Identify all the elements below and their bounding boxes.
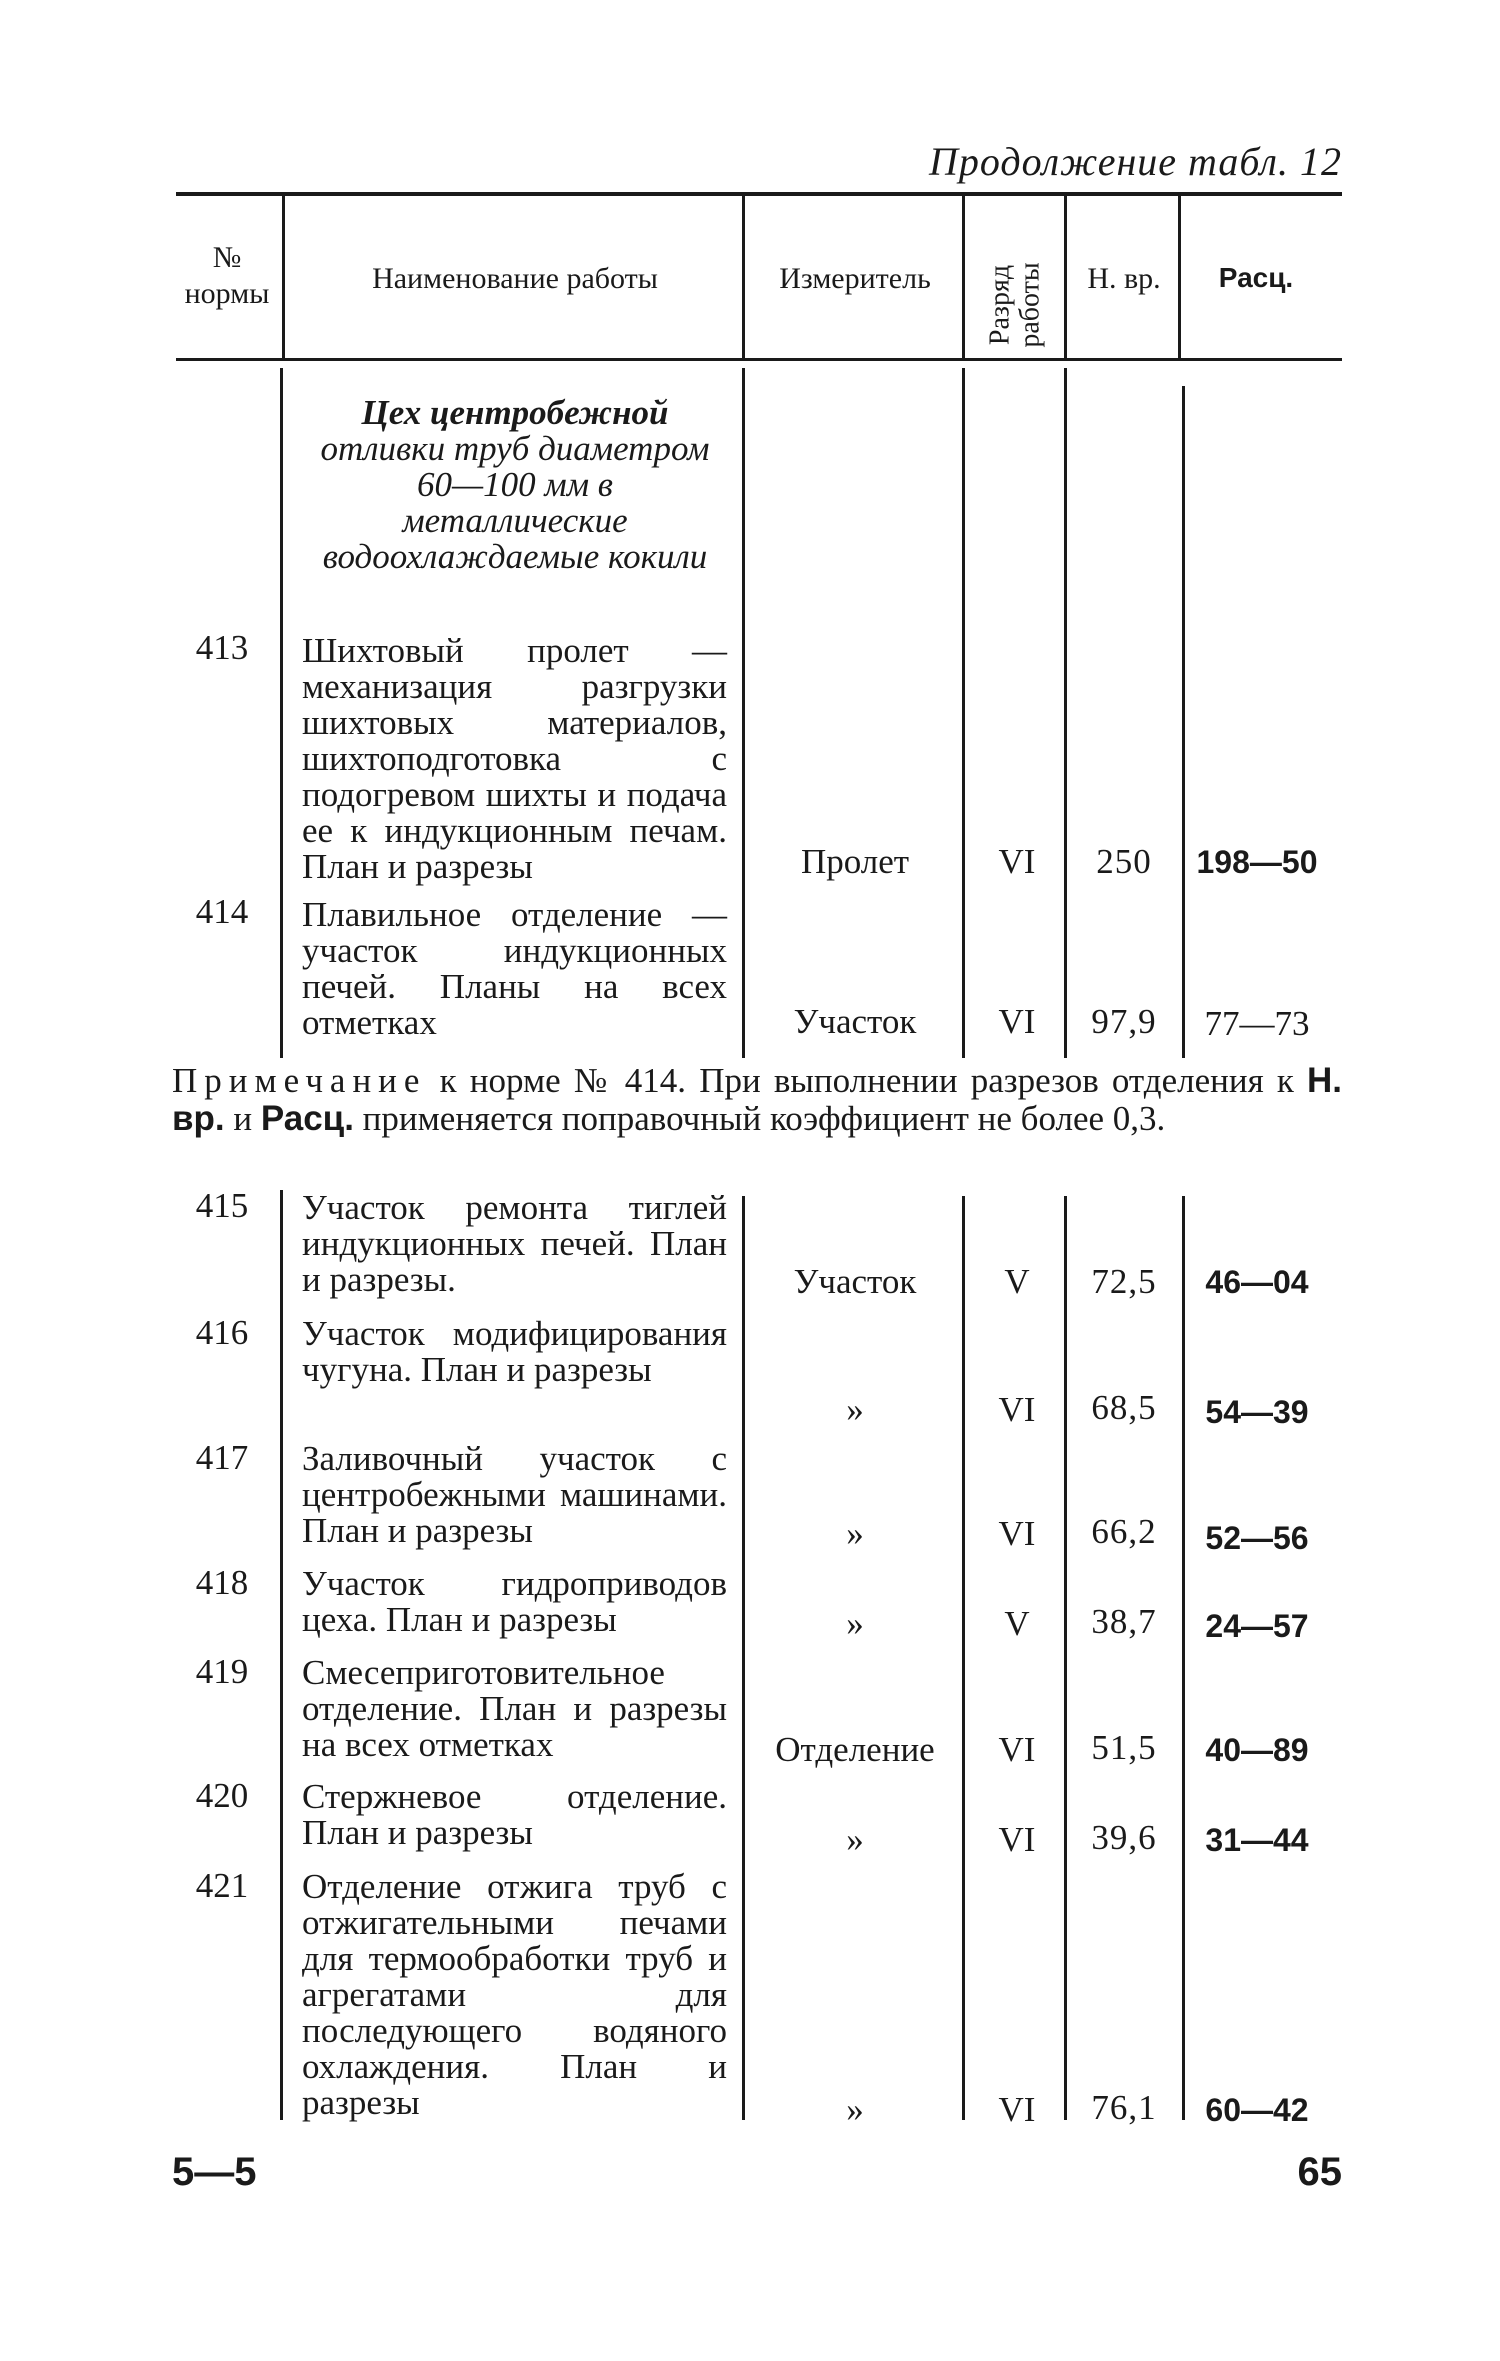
row-rate: 24—57 bbox=[1205, 1608, 1309, 1644]
header-bottom-rule bbox=[176, 358, 1342, 361]
row-number: 417 bbox=[195, 1438, 249, 1477]
row-number: 421 bbox=[195, 1866, 249, 1905]
row-number: 416 bbox=[195, 1313, 249, 1352]
header-measure: Измеритель bbox=[779, 262, 931, 295]
row-norm-time: 66,2 bbox=[1091, 1512, 1157, 1551]
row-rate: 60—42 bbox=[1205, 2092, 1309, 2128]
body-separator bbox=[1064, 1196, 1067, 2120]
row-work-name: Плавильное отделение — участок индукционных печей. Планы на всех отметках bbox=[302, 895, 727, 1042]
row-number: 413 bbox=[195, 628, 249, 667]
row-work-name: Смесеприготовительное отделение. План и разрезы на всех отметках bbox=[302, 1653, 727, 1764]
header-separator bbox=[282, 196, 285, 358]
row-grade: VI bbox=[998, 1820, 1036, 1859]
header-norm-number: № нормы bbox=[184, 241, 270, 310]
row-grade: VI bbox=[998, 2090, 1036, 2129]
row-measure: » bbox=[846, 1820, 864, 1859]
row-work-name: Заливочный участок с центробежными машинами. План и разрезы bbox=[302, 1439, 727, 1550]
row-measure: » bbox=[846, 2090, 864, 2129]
signature-mark: 5—5 bbox=[172, 2150, 257, 2194]
body-separator bbox=[962, 368, 965, 1058]
row-measure: Участок bbox=[793, 1002, 917, 1041]
row-rate: 52—56 bbox=[1205, 1520, 1309, 1556]
row-work-name: Шихтовый пролет — механизация разгрузки шихтовых материалов, шихтоподготовка с подогревом шихты и подача ее к индукционным печам. План и разрезы bbox=[302, 631, 727, 886]
row-norm-time: 51,5 bbox=[1091, 1728, 1157, 1767]
row-measure: Участок bbox=[793, 1262, 917, 1301]
row-number: 420 bbox=[195, 1776, 249, 1815]
body-separator bbox=[742, 368, 745, 1058]
row-measure: » bbox=[846, 1390, 864, 1429]
row-number: 418 bbox=[195, 1563, 249, 1602]
row-grade: VI bbox=[998, 842, 1036, 881]
row-grade: VI bbox=[998, 1514, 1036, 1553]
body-separator bbox=[280, 1190, 283, 2120]
row-rate: 77—73 bbox=[1204, 1004, 1310, 1043]
row-number: 419 bbox=[195, 1652, 249, 1691]
row-measure: » bbox=[846, 1604, 864, 1643]
row-norm-time: 250 bbox=[1096, 842, 1152, 881]
row-grade: V bbox=[1004, 1262, 1030, 1301]
row-work-name: Участок модифицирования чугуна. План и разрезы bbox=[302, 1314, 727, 1389]
row-measure: Пролет bbox=[800, 842, 910, 881]
row-rate: 46—04 bbox=[1205, 1264, 1309, 1300]
row-rate: 198—50 bbox=[1196, 844, 1318, 880]
row-norm-time: 39,6 bbox=[1091, 1818, 1157, 1857]
body-separator bbox=[962, 1196, 965, 2120]
page-number: 65 bbox=[1297, 2150, 1342, 2194]
row-measure: » bbox=[846, 1514, 864, 1553]
row-rate: 31—44 bbox=[1205, 1822, 1309, 1858]
section-title: Цех центробежной отливки труб диаметром 60—100 мм в металлические водоохлаждаемые кокили bbox=[320, 393, 710, 576]
table-continuation-caption: Продолжение табл. 12 bbox=[928, 139, 1342, 184]
row-norm-time: 97,9 bbox=[1091, 1002, 1157, 1041]
body-separator bbox=[1064, 368, 1067, 1058]
row-rate: 54—39 bbox=[1205, 1394, 1309, 1430]
row-work-name: Отделение отжига труб с отжигательными печами для термообработки труб и агрегатами для последующего водяного охлаждения. План и разрезы bbox=[302, 1867, 727, 2122]
row-norm-time: 72,5 bbox=[1091, 1262, 1157, 1301]
body-separator bbox=[280, 368, 283, 1058]
header-grade: Разряд работы bbox=[984, 262, 1046, 348]
body-separator bbox=[1182, 1196, 1185, 2120]
row-norm-time: 38,7 bbox=[1091, 1602, 1157, 1641]
header-work-name: Наименование работы bbox=[372, 262, 658, 295]
row-norm-time: 76,1 bbox=[1091, 2088, 1157, 2127]
header-separator bbox=[962, 196, 965, 358]
row-grade: VI bbox=[998, 1730, 1036, 1769]
row-measure: Отделение bbox=[775, 1730, 935, 1769]
row-number: 415 bbox=[195, 1186, 249, 1225]
header-rate: Расц. bbox=[1218, 262, 1294, 293]
row-grade: V bbox=[1004, 1604, 1030, 1643]
body-separator bbox=[1182, 386, 1185, 1058]
table-note: Примечание к норме № 414. При выполнении разрезов отделения к Н. вр. и Расц. применяется поправочный коэффициент не более 0,3. bbox=[172, 1061, 1342, 1138]
header-norm-time: Н. вр. bbox=[1087, 262, 1161, 295]
header-top-rule bbox=[176, 192, 1342, 196]
row-work-name: Участок гидроприводов цеха. План и разрезы bbox=[302, 1564, 727, 1639]
row-number: 414 bbox=[195, 892, 249, 931]
body-separator bbox=[742, 1196, 745, 2120]
row-norm-time: 68,5 bbox=[1091, 1388, 1157, 1427]
row-work-name: Участок ремонта тиглей индукционных печей. План и разрезы. bbox=[302, 1188, 727, 1299]
row-grade: VI bbox=[998, 1002, 1036, 1041]
row-grade: VI bbox=[998, 1390, 1036, 1429]
row-rate: 40—89 bbox=[1205, 1732, 1309, 1768]
row-work-name: Стержневое отделение. План и разрезы bbox=[302, 1777, 727, 1852]
header-separator bbox=[742, 196, 745, 358]
